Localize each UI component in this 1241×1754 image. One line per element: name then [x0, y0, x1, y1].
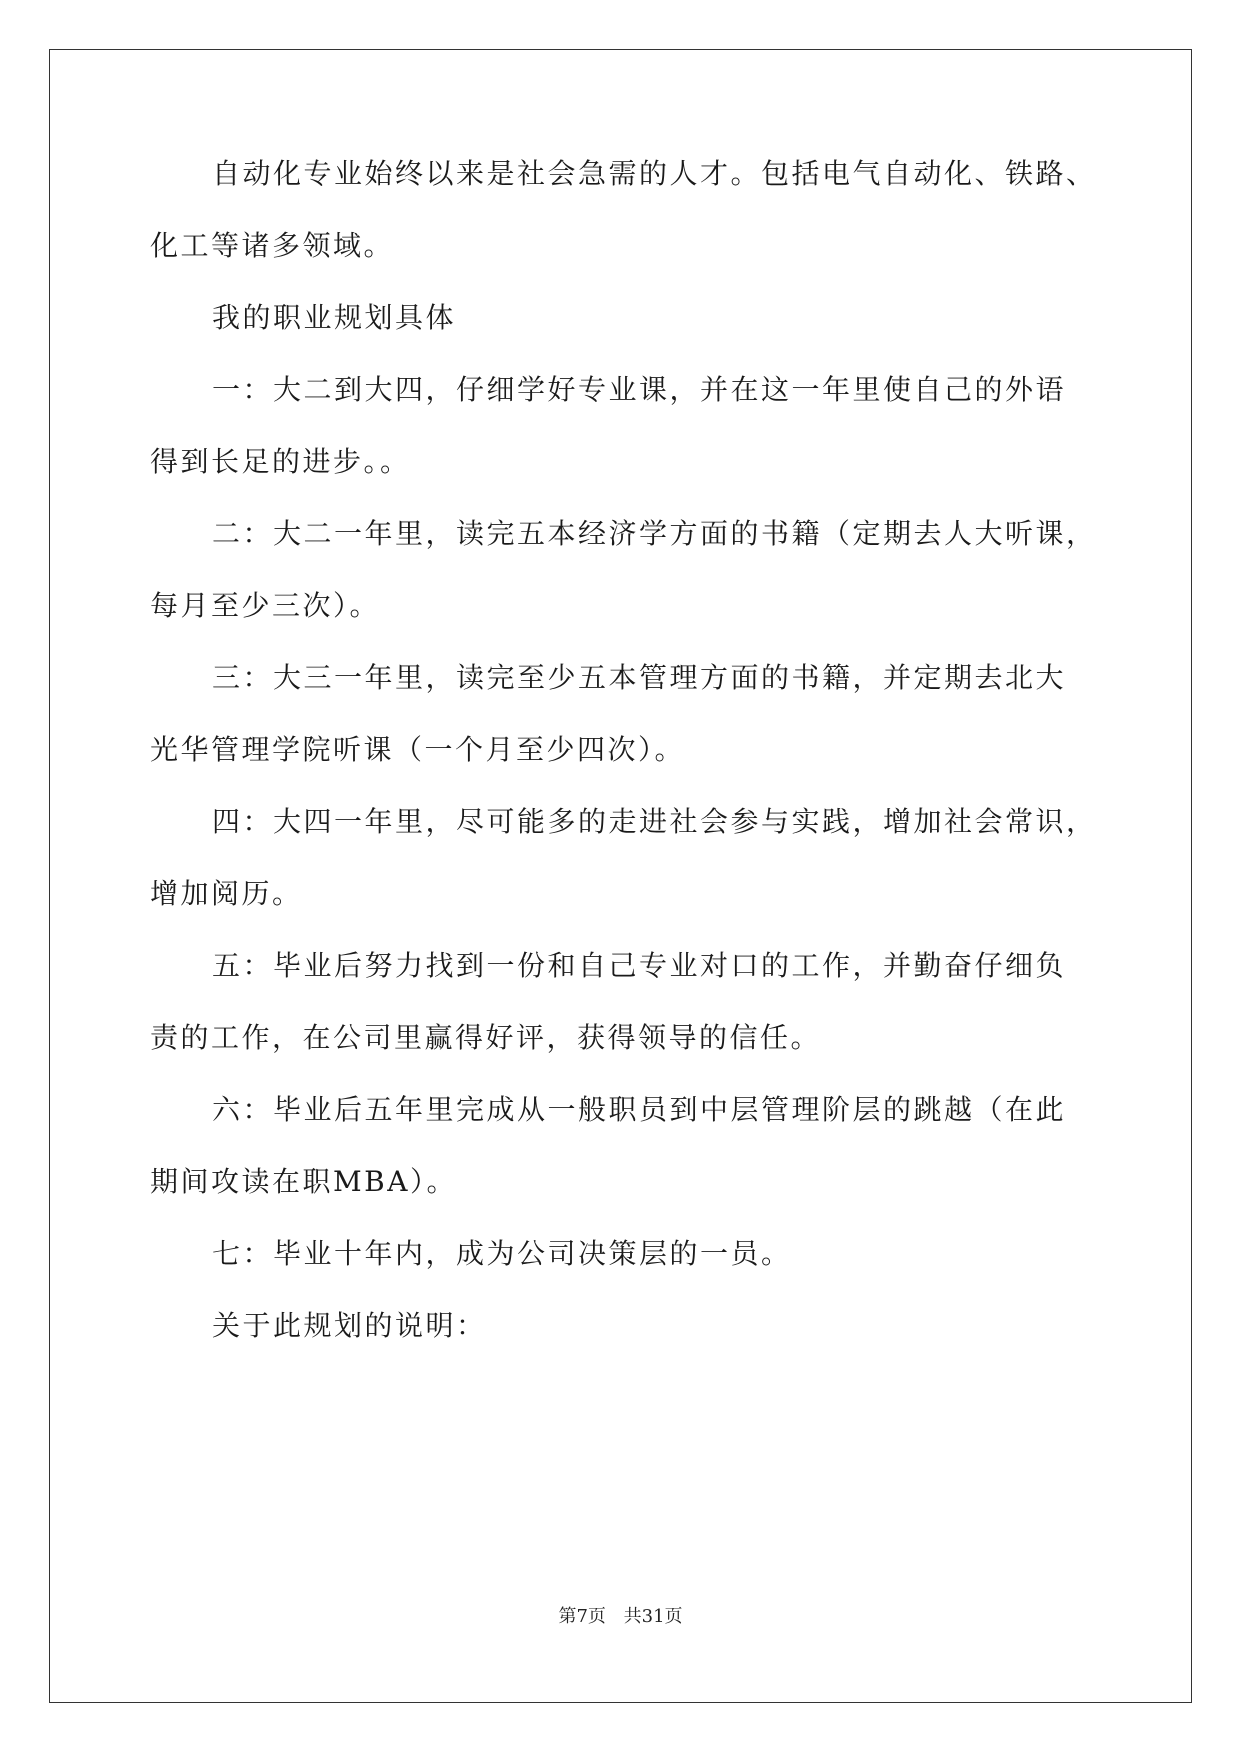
page-footer: [0, 1605, 1241, 1629]
paragraph-line: 增加阅历。: [150, 877, 303, 910]
paragraph-line: 我的职业规划具体: [212, 301, 457, 334]
paragraph-line: 六：毕业后五年里完成从一般职员到中层管理阶层的跳越（在此: [212, 1093, 1067, 1126]
paragraph-line: 七：毕业十年内，成为公司决策层的一员。: [212, 1237, 792, 1270]
paragraph-line: 得到长足的进步。。: [150, 445, 411, 478]
paragraph-line: 二：大二一年里，读完五本经济学方面的书籍（定期去人大听课，: [212, 517, 1097, 550]
paragraph-line: 每月至少三次）。: [150, 589, 381, 622]
paragraph-line: 关于此规划的说明：: [212, 1309, 487, 1342]
paragraph-line: 化工等诸多领域。: [150, 229, 395, 262]
paragraph-line: 三：大三一年里，读完至少五本管理方面的书籍，并定期去北大: [212, 661, 1067, 694]
paragraph-line: 四：大四一年里，尽可能多的走进社会参与实践，增加社会常识，: [212, 805, 1097, 838]
paragraph-line: 自动化专业始终以来是社会急需的人才。包括电气自动化、铁路、: [212, 157, 1097, 190]
page-number-current: 第7页: [558, 1606, 606, 1627]
paragraph-line: 一：大二到大四，仔细学好专业课，并在这一年里使自己的外语: [212, 373, 1067, 406]
paragraph-line: 责的工作，在公司里赢得好评，获得领导的信任。: [150, 1021, 822, 1054]
paragraph-line: 期间攻读在职MBA）。: [150, 1165, 457, 1198]
paragraph-line: 五：毕业后努力找到一份和自己专业对口的工作，并勤奋仔细负: [212, 949, 1067, 982]
page-number-total: 共31页: [623, 1606, 683, 1627]
paragraph-line: 光华管理学院听课（一个月至少四次）。: [150, 733, 686, 766]
